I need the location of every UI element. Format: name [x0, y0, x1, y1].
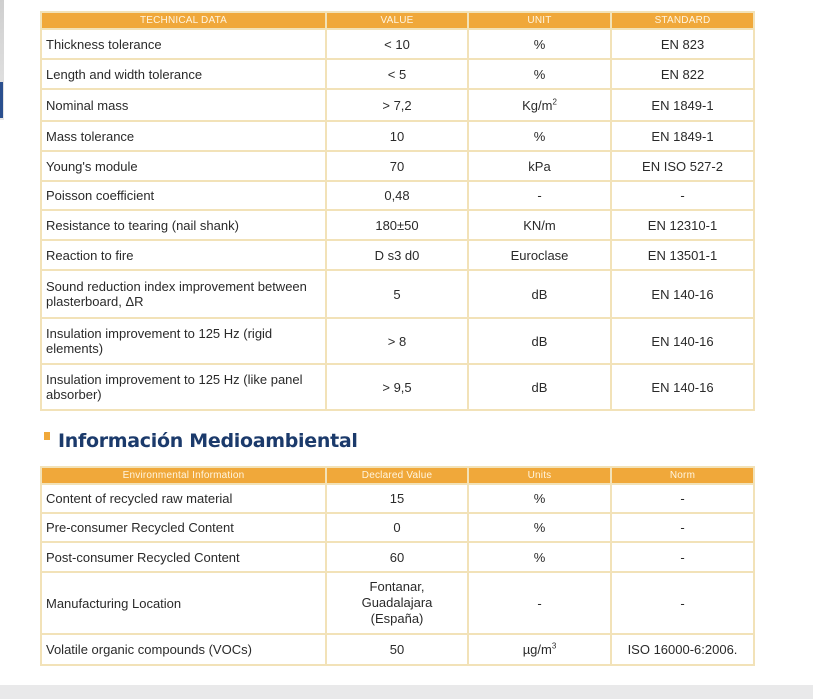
property-name: Insulation improvement to 125 Hz (rigid elements): [41, 318, 326, 364]
property-name: Poisson coefficient: [41, 181, 326, 210]
table-row: [41, 542, 754, 572]
property-value: 180±50: [326, 210, 468, 240]
info-unit: %: [468, 542, 611, 572]
info-value: [326, 572, 468, 634]
property-unit: $Kg/m^2$: [468, 89, 611, 121]
table-row: [41, 151, 754, 181]
info-norm: -: [611, 572, 754, 634]
info-name: Pre-consumer Recycled Content: [41, 513, 326, 542]
header-unit: UNIT: [468, 12, 611, 29]
property-unit: %: [468, 59, 611, 89]
property-value: 10: [326, 121, 468, 151]
info-name: Content of recycled raw material: [41, 484, 326, 513]
property-unit: Euroclase: [468, 240, 611, 270]
property-value: > 7,2: [326, 89, 468, 121]
property-standard: EN 823: [611, 29, 754, 59]
property-unit: %: [468, 121, 611, 151]
info-norm: -: [611, 542, 754, 572]
table-row: [41, 364, 754, 410]
info-norm: -: [611, 513, 754, 542]
property-value: D s3 d0: [326, 240, 468, 270]
table-row: [41, 181, 754, 210]
property-name: Reaction to fire: [41, 240, 326, 270]
property-name: Length and width tolerance: [41, 59, 326, 89]
property-unit: %: [468, 29, 611, 59]
table-row: [41, 484, 754, 513]
property-name: Thickness tolerance: [41, 29, 326, 59]
technical-data-table: [40, 11, 755, 411]
table-row: [41, 513, 754, 542]
property-unit: KN/m: [468, 210, 611, 240]
table-row: [41, 210, 754, 240]
property-value: 0,48: [326, 181, 468, 210]
left-edge-strip: [0, 0, 4, 120]
header-declared-value: Declared Value: [326, 467, 468, 484]
info-unit: $\mu g/m^3$: [468, 634, 611, 665]
header-units: Units: [468, 467, 611, 484]
property-value: > 8: [326, 318, 468, 364]
property-name: Sound reduction index improvement between plasterboard, ΔR: [41, 270, 326, 318]
property-standard: EN 1849-1: [611, 121, 754, 151]
table-row: [41, 240, 754, 270]
bottom-bar: [0, 685, 813, 699]
info-name: Post-consumer Recycled Content: [41, 542, 326, 572]
property-name: Nominal mass: [41, 89, 326, 121]
table-row: [41, 89, 754, 121]
property-standard: EN 12310-1: [611, 210, 754, 240]
info-value: 60: [326, 542, 468, 572]
info-name: Volatile organic compounds (VOCs): [41, 634, 326, 665]
info-value: 50: [326, 634, 468, 665]
header-technical-data: TECHNICAL DATA: [41, 12, 326, 29]
info-name: Manufacturing Location: [41, 572, 326, 634]
property-standard: EN 140-16: [611, 364, 754, 410]
table-row: [41, 121, 754, 151]
property-value: < 5: [326, 59, 468, 89]
property-standard: -: [611, 181, 754, 210]
property-value: 5: [326, 270, 468, 318]
table-row: [41, 270, 754, 318]
property-unit: dB: [468, 270, 611, 318]
property-standard: EN 1849-1: [611, 89, 754, 121]
property-unit: dB: [468, 364, 611, 410]
property-standard: EN 822: [611, 59, 754, 89]
info-unit: -: [468, 572, 611, 634]
property-standard: EN 140-16: [611, 318, 754, 364]
header-norm: Norm: [611, 467, 754, 484]
property-name: Insulation improvement to 125 Hz (like panel absorber): [41, 364, 326, 410]
technical-header-row: [41, 12, 754, 29]
property-name: Young's module: [41, 151, 326, 181]
table-row: [41, 634, 754, 665]
header-environmental-information: Environmental Information: [41, 467, 326, 484]
info-value: 0: [326, 513, 468, 542]
property-unit: kPa: [468, 151, 611, 181]
property-standard: EN 140-16: [611, 270, 754, 318]
property-name: Mass tolerance: [41, 121, 326, 151]
header-standard: STANDARD: [611, 12, 754, 29]
property-unit: -: [468, 181, 611, 210]
info-unit: %: [468, 513, 611, 542]
property-value: > 9,5: [326, 364, 468, 410]
environmental-header-row: [41, 467, 754, 484]
info-value: 15: [326, 484, 468, 513]
property-unit: dB: [468, 318, 611, 364]
table-row: [41, 29, 754, 59]
property-value: < 10: [326, 29, 468, 59]
table-row: [41, 318, 754, 364]
environmental-info-table: [40, 466, 755, 666]
header-value: VALUE: [326, 12, 468, 29]
property-name: Resistance to tearing (nail shank): [41, 210, 326, 240]
left-edge-marker: [0, 82, 3, 118]
table-row: [41, 59, 754, 89]
manufacturing-location-value: Fontanar, Guadalajara (España): [361, 579, 433, 626]
info-norm: -: [611, 484, 754, 513]
property-standard: EN ISO 527-2: [611, 151, 754, 181]
info-unit: %: [468, 484, 611, 513]
section-title: Información Medioambiental: [58, 430, 358, 452]
table-row: [41, 572, 754, 634]
property-value: 70: [326, 151, 468, 181]
property-standard: EN 13501-1: [611, 240, 754, 270]
info-norm: ISO 16000-6:2006.: [611, 634, 754, 665]
